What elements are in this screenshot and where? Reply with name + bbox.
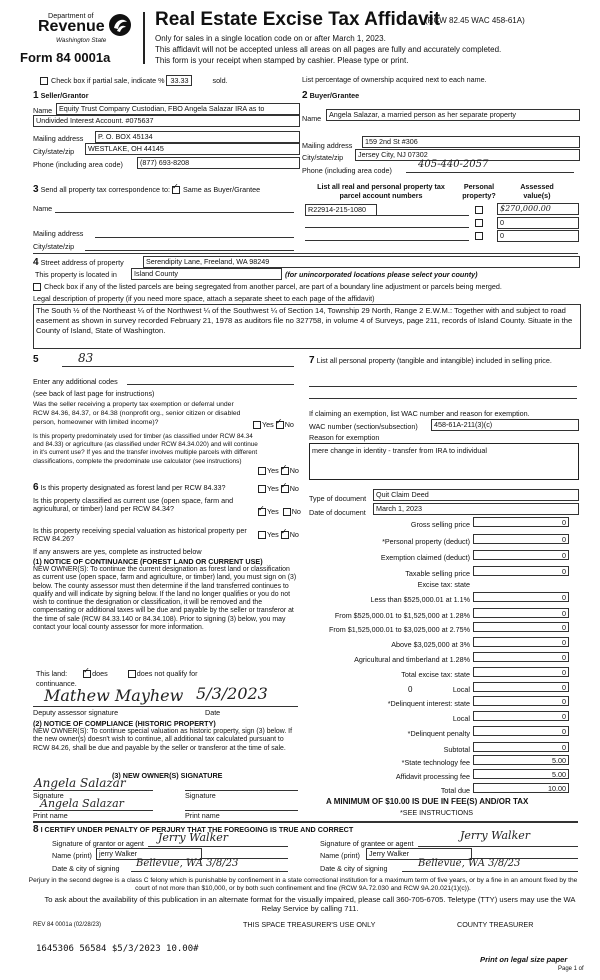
bracket-5-field[interactable]: 0 [473,652,569,662]
penalty-label: *Delinquent penalty [407,729,470,738]
grantee-signature[interactable]: Jerry Walker [460,829,531,842]
same-as-buyer-checkbox[interactable] [172,186,180,194]
tech-fee-label: *State technology fee [401,758,470,767]
segregated-checkbox[interactable] [33,283,41,291]
local-zero: 0 [408,685,413,694]
county-treasurer: COUNTY TREASURER [457,920,534,929]
buyer-mail-field[interactable]: 159 2nd St #306 [362,136,580,148]
total-due-field[interactable]: 10.00 [473,783,569,793]
header-note-3: This form is your receipt when stamped by cashier. Please type or print. [155,56,409,65]
subtotal-label: Subtotal [443,745,470,754]
parcels-col3-header: Assessed value(s) [520,182,554,200]
partial-sale-label: Check box if partial sale, indicate % [51,76,165,85]
doc-date-label: Date of document [309,508,366,517]
parcel-line-2 [305,227,469,228]
seller-mail-field[interactable]: P. O. BOX 45134 [95,131,300,143]
treasurer-stamp: 1645306 56584 $5/3/2023 10.00# [36,944,199,954]
personal-property-line-1 [309,386,577,387]
local-field[interactable]: 0 [473,682,569,692]
historic-question: Is this property receiving special valuation as historical property per RCW 84.26? [33,526,247,544]
historic-heading: (2) NOTICE OF COMPLIANCE (HISTORIC PROPERTY) [33,719,216,728]
taxable-price-label: Taxable selling price [405,569,470,578]
perjury-notice: Perjury in the second degree is a class C felony which is punishable by confinement in a state correctional institution for a maximum term of five years, or by a fine in an amount fixed by the court of not more than $10,000, or by both such confinement and fine (RCW 9A.72.030 and RCW 9A.20.021(1)(c)). [28,877,578,892]
county-note: (for unincorporated locations please select your county) [285,270,478,279]
section3-mail-line [95,237,294,238]
buyer-name-label: Name [302,114,322,123]
grantee-sig-label: Signature of grantee or agent [320,839,414,848]
current-use-question: Is this property classified as current use (open space, farm and agricultural, or timber) land per RCW 84.34? [33,496,234,514]
treasurer-use: THIS SPACE TREASURER'S USE ONLY [243,920,376,929]
continuance-heading: (1) NOTICE OF CONTINUANCE (FOREST LAND OR CURRENT USE) [33,557,263,566]
timber-question: Is this property predominately used for timber (as classified under RCW 84.34 and 84.33) or agriculture (as classified under RCW 84.34.020) and will continue in it's current use? If yes and the transfer involves multiple parcels with different classifications, complete the predominate use calculator (see instructions) [33,433,258,465]
county-select[interactable]: Island County [131,268,282,280]
agency-main: Revenue [38,18,105,35]
bracket-4-field[interactable]: 0 [473,637,569,647]
local-label: Local [452,685,470,694]
forest-yes-checkbox[interactable] [258,485,266,493]
see-back: (see back of last page for instructions) [33,389,155,398]
exemption-no-checkbox[interactable] [276,421,284,429]
section3-name-label: Name [33,204,53,213]
section5-num: 5 [33,354,39,365]
assessed-value-2[interactable]: 0 [497,217,579,229]
doc-date-field[interactable]: March 1, 2023 [373,503,579,515]
header-note-2: This affidavit will not be accepted unless all areas on all pages are fully and accurately completed. [155,45,502,54]
tech-fee-field[interactable]: 5.00 [473,755,569,765]
grantee-date-line [402,871,578,872]
property-use-code[interactable]: 83 [78,351,94,365]
forest-yes-no: Yes ✓ No [258,484,299,493]
assessor-date-label: Date [205,708,221,717]
current-use-no-checkbox[interactable] [283,508,291,516]
parcel-line-1 [375,215,469,216]
bracket-4-label: Above $3,025,000 at 3% [391,640,470,649]
parcel-number-1[interactable]: R22914-215-1080 [305,204,377,216]
form-title: Real Estate Excise Tax Affidavit [155,9,441,30]
grantor-date-city[interactable]: Bellevue, WA 3/8/23 [136,858,239,869]
interest-label: *Delinquent interest: state [387,699,470,708]
legal-description[interactable]: The South ½ of the Northeast ¼ of the Northwest ¼ of the Southwest ¼ of Section 14, Township 29 North, Range 2 E.W.M.: Together with and subject to road easement as shown in survey recorded February 21, 1978 as auditors file no 327758, in volume 4 of Surveys, page 211, records of Island County. Situate in the County of Island, State of Washington. [33,304,581,349]
personal-deduct-field[interactable]: 0 [473,534,569,544]
forest-no-checkbox[interactable] [281,485,289,493]
partial-sale-row [40,75,228,86]
additional-codes-line [127,384,294,385]
rcw-ref: (RCW 82.45 WAC 458-61A) [425,16,525,25]
personal-property-line-2 [309,398,577,399]
buyer-city-label: City/state/zip [302,153,344,162]
reason-field[interactable] [309,443,579,480]
buyer-phone-value[interactable]: 405-440-2057 [418,159,489,170]
assessor-signature[interactable]: Mathew Mayhew [44,686,184,705]
timber-yes-checkbox[interactable] [258,467,266,475]
wac-label: WAC number (section/subsection) [309,422,418,431]
dor-swirl-icon [108,13,132,37]
timber-yes-no: Yes ✓ No [258,466,299,475]
personal-property-checkbox-1[interactable] [475,206,483,214]
total-state-label: Total excise tax: state [401,670,470,679]
assessed-value-1[interactable]: $270,000.00 [497,203,579,215]
historic-yes-no: Yes ✓ No [258,530,299,539]
total-due-label: Total due [440,786,470,795]
seller-mail-label: Mailing address [33,134,84,143]
interest-local-field[interactable]: 0 [473,711,569,721]
owner-sig-label: Signature [33,791,64,800]
bracket-2-field[interactable]: 0 [473,608,569,618]
personal-property-checkbox-2[interactable] [475,219,483,227]
bracket-1-label: Less than $525,000.01 at 1.1% [370,595,470,604]
parcel-line-3 [305,240,469,241]
current-use-yes-no: ✓ Yes No [258,507,301,516]
page-number: Page 1 of [558,966,584,972]
seller-phone-label: Phone (including area code) [33,160,123,169]
owner-signature[interactable]: Angela Salazar [34,776,126,790]
street-label: 4 Street address of property [33,257,124,268]
seller-name-field-1[interactable]: Equity Trust Company Custodian, FBO Angela Salazar IRA as to [56,103,300,115]
processing-fee-field[interactable]: 5.00 [473,769,569,779]
owner-print-label: Print name [33,811,68,820]
parcels-col1-header: List all real and personal property tax parcel account numbers [317,182,445,200]
rev-number: REV 84 0001a (02/28/23) [33,922,102,928]
grantor-sig-line [148,846,288,847]
section7-text: 7 List all personal property (tangible and intangible) included in selling price. [309,355,552,366]
gross-price-field[interactable]: 0 [473,517,569,527]
seller-heading: 1 Seller/Grantor [33,90,89,101]
historic-yes-checkbox[interactable] [258,531,266,539]
segregated-row: Check box if any of the listed parcels are being segregated from another parcel, are part of a boundary line adjustment or parcels being merged. [33,282,502,291]
grantor-date-label: Date & city of signing [52,864,120,873]
ownership-note: List percentage of ownership acquired next to each name. [302,75,487,84]
alt-format-note: To ask about the availability of this publication in an alternate format for the visually impaired, please call 360-705-6705. Teletype (TTY) users may use the WA Relay Service by calling 711. [44,895,576,913]
street-field[interactable]: Serendipity Lane, Freeland, WA 98249 [143,256,580,268]
see-instructions: *SEE INSTRUCTIONS [400,808,474,817]
section3-name-line [55,212,294,213]
seller-city-label: City/state/zip [33,147,75,156]
header-note-1: Only for sales in a single location code on or after March 1, 2023. [155,34,386,43]
personal-deduct-label: *Personal property (deduct) [382,537,470,546]
owner-sig-label-2: Signature [185,791,216,800]
seller-name-field-2[interactable]: Undivided Interest Account. #075637 [33,115,300,127]
agency-state: Washington State [56,37,107,44]
taxable-price-field[interactable]: 0 [473,566,569,576]
grantee-sig-line [418,846,578,847]
forest-question: 6 Is this property designated as forest land per RCW 84.33? [33,482,226,493]
owner-print-name[interactable]: Angela Salazar [40,797,124,810]
exemption-yes-checkbox[interactable] [253,421,261,429]
buyer-heading: 2 Buyer/Grantee [302,90,360,101]
reason-label: Reason for exemption [309,433,380,442]
exemption-question: Was the seller receiving a property tax exemption or deferral under RCW 84.36, 84.37, or 84.38 (nonprofit org., senior citizen or disabled person, homeowner with limited income)? [33,401,241,426]
grantee-date-city[interactable]: Bellevue, WA 3/8/23 [418,858,521,869]
exemption-yes-no: Yes ✓ No [253,420,294,429]
assessor-sig-label: Deputy assessor signature [33,708,119,717]
interest-field[interactable]: 0 [473,696,569,706]
section4-top-rule [33,253,578,254]
subtotal-field[interactable]: 0 [473,742,569,752]
grantor-signature[interactable]: Jerry Walker [158,831,229,844]
buyer-phone-line [406,172,574,173]
buyer-phone-label: Phone (including area code) [302,166,392,175]
legal-label: Legal description of property (if you need more space, attach a separate sheet to each page of the affidavit) [33,294,375,303]
agency-top: Department of [48,11,94,20]
seller-name-label: Name [33,106,53,115]
answers-instruction: If any answers are yes, complete as instructed below [33,547,202,556]
located-label: This property is located in [35,270,117,279]
new-owner-heading: (3) NEW OWNER(S) SIGNATURE [112,771,223,780]
buyer-mail-label: Mailing address [302,141,353,150]
assessed-value-3[interactable]: 0 [497,230,579,242]
bracket-1-field[interactable]: 0 [473,592,569,602]
grantee-date-label: Date & city of signing [320,864,388,873]
wac-field[interactable]: 458-61A-211(3)(c) [431,419,579,431]
timber-no-checkbox[interactable] [281,467,289,475]
buyer-name-field[interactable]: Angela Salazar, a married person as her separate property [326,109,580,121]
minimum-note: A MINIMUM OF $10.00 IS DUE IN FEE(S) AND/OR TAX [326,797,529,806]
parcels-col2-header: Personal property? [462,182,496,200]
historic-text: NEW OWNER(S): To continue special valuation as historic property, sign (3) below. If the new owner(s) doesn't wish to continue, all additional tax calculated pursuant to RCW 84.26, shall be due and payable by the seller or transferor at the time of sale. [33,728,293,752]
bracket-3-field[interactable]: 0 [473,622,569,632]
dor-logo [18,10,138,44]
bracket-5-label: Agricultural and timberland at 1.28% [354,655,470,664]
grantor-date-line [131,871,288,872]
does-qualify-checkbox[interactable] [83,670,91,678]
this-land-row: This land: ✓ does does not qualify for [36,669,198,678]
header-divider [143,12,145,64]
grantee-name-label: Name (print) [320,851,360,860]
grantor-name-label: Name (print) [52,851,92,860]
personal-property-checkbox-3[interactable] [475,232,483,240]
interest-local-label: Local [452,714,470,723]
grantor-name-field[interactable]: jerry Walker [96,848,202,860]
exemption-claim-label: If claiming an exemption, list WAC number and reason for exemption. [309,409,530,418]
grantee-name-field[interactable]: Jerry Walker [366,848,472,860]
does-not-qualify-checkbox[interactable] [128,670,136,678]
assessor-sig-line [33,706,298,707]
additional-codes-label: Enter any additional codes [33,377,118,386]
seller-phone-field[interactable]: (877) 693-8208 [137,157,300,169]
assessor-date[interactable]: 5/3/2023 [196,684,268,703]
code-line [62,366,294,367]
doc-type-label: Type of document [309,494,367,503]
penalty-field[interactable]: 0 [473,726,569,736]
grantor-sig-label: Signature of grantor or agent [52,839,144,848]
reason-text: mere change in identity - transfer from IRA to individual [312,446,487,455]
section8-rule [33,821,578,823]
section3-mail-label: Mailing address [33,229,84,238]
bracket-3-label: From $1,525,000.01 to $3,025,000 at 2.75% [328,625,470,634]
section3-heading: 3 Send all property tax correspondence to: ✓ Same as Buyer/Grantee [33,184,260,195]
total-state-field[interactable]: 0 [473,667,569,677]
processing-fee-label: Affidavit processing fee [395,772,470,781]
owner-print-label-2: Print name [185,811,220,820]
excise-heading: Excise tax: state [417,580,470,589]
partial-sale-suffix: sold. [212,76,228,85]
seller-city-field[interactable]: WESTLAKE, OH 44145 [85,143,300,155]
exemption-deduct-label: Exemption claimed (deduct) [380,553,470,562]
historic-no-checkbox[interactable] [281,531,289,539]
form-number: Form 84 0001a [20,50,111,65]
buyer-city-field[interactable]: Jersey City, NJ 07302 [355,149,580,161]
exemption-deduct-field[interactable]: 0 [473,550,569,560]
continuance-word: continuance. [36,679,77,688]
section3-city-label: City/state/zip [33,242,75,251]
bracket-2-label: From $525,000.01 to $1,525,000 at 1.28% [334,611,470,620]
section3-city-line [85,250,294,251]
partial-percent-field[interactable]: 33.33 [166,75,192,86]
current-use-yes-checkbox[interactable] [258,508,266,516]
doc-type-field[interactable]: Quit Claim Deed [373,489,579,501]
gross-price-label: Gross selling price [410,520,470,529]
certify-heading: 8 I CERTIFY UNDER PENALTY OF PERJURY THAT THE FOREGOING IS TRUE AND CORRECT [33,824,354,835]
partial-sale-checkbox[interactable] [40,77,48,85]
continuance-text: NEW OWNER(S): To continue the current designation as forest land or classification as current use (open space, farm and agriculture, or timber) land, you must sign on (3) below. The county assessor must then determine if the land transferred continues to qualify and will indicate by signing below. If the land no longer qualifies or you do not wish to continue the designation or classification, it will be removed and the compensating or additional taxes will be due and payable by the seller or transferor at the time of sale (RCW 84.33.140 or 84.34.108). Prior to signing (3) below, you may contact your local county assessor for more information. [33,566,297,632]
legal-size-note: Print on legal size paper [480,955,568,964]
